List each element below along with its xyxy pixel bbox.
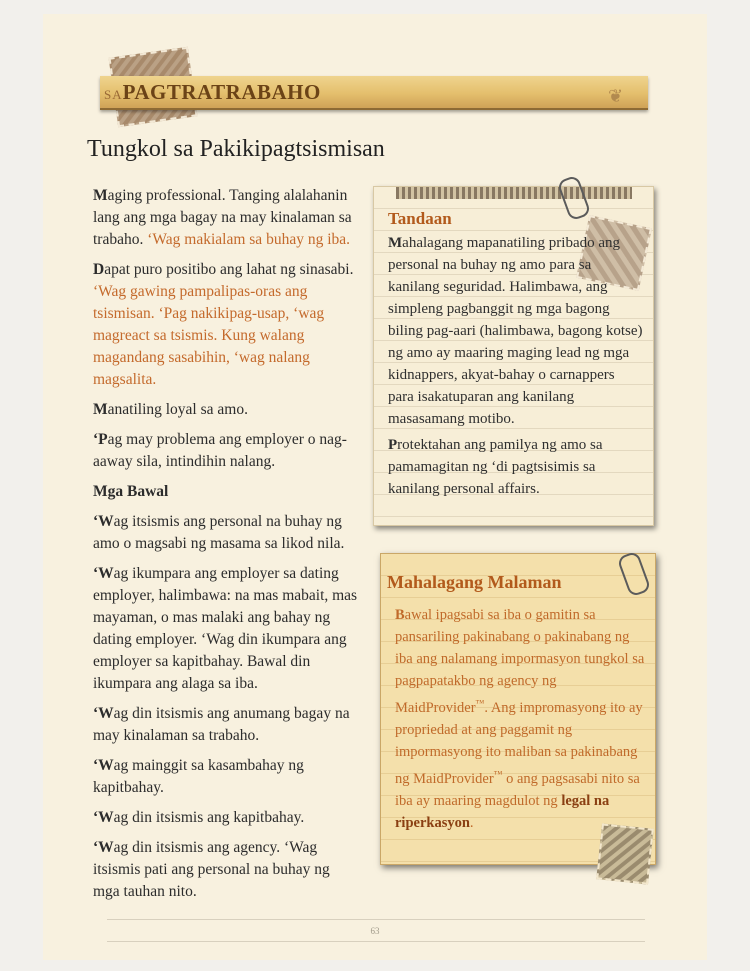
banner-title: PAGTRATRABAHO [122, 80, 321, 104]
malaman-body: Bawal ipagsabi sa iba o gamitin sa pansariling pakinabang o pakinabang ng iba ang nalamang impormasyon tungkol sa pagpapatakbo ng agency ng MaidProvider™. Ang impromasyong ito ay propriedad at ang paggamit ng impormasyong ito maliban sa pakinabang ng MaidProvider™ o ang pagsasabi nito sa iba ay maaring magdulot ng legal na riperkasyon. [395, 607, 645, 831]
list-item: ‘Wag mainggit sa kasambahay ng kapitbahay. [93, 757, 304, 796]
postage-stamp-decoration [596, 823, 654, 884]
paragraph: Mahalagang mapanatiling pribado ang personal na buhay ng amo para sa kanilang seguridad. Halimbawa, ang simpleng pagbanggit ng mga bagong biling pag-aari (halimbawa, bagong kotse) ng amo ay maaring maging lead ng mga kidnappers, akyat-bahay o carnappers para isakatuparan ang kanilang masasamang motibo. [388, 235, 643, 427]
page-title: Tungkol sa Pakikipagtsismisan [87, 136, 385, 162]
banner-prefix: SA [104, 87, 123, 102]
tandaan-body [388, 232, 643, 504]
paragraph: Protektahan ang pamilya ng amo sa pamamagitan ng ‘di pagtsisimis sa kanilang personal affairs. [388, 437, 603, 497]
main-column [93, 185, 359, 911]
tandaan-note-card [373, 186, 654, 526]
decorative-strip [396, 187, 632, 199]
paragraph: Dapat puro positibo ang lahat ng sinasabi. ‘Wag gawing pampalipas-oras ang tsismisan. ‘Pag nakikipag-usap, ‘wag magreact sa tsismis. Kung walang magandang sasabihin, ‘wag nalang magsalita. [93, 261, 354, 388]
list-item: ‘Wag din itsismis ang agency. ‘Wag itsismis pati ang personal na buhay ng mga tauhan nito. [93, 839, 330, 900]
section-heading: Mga Bawal [93, 483, 169, 500]
footer-rule [107, 919, 645, 920]
list-item: ‘Wag ikumpara ang employer sa dating employer, halimbawa: na mas mabait, mas mayaman, o mas malaki ang bahay ng dating employer. ‘Wag din ikumpara ang employer sa kapitbahay. Bawal din ikumpara ang alaga sa iba. [93, 565, 358, 692]
malaman-heading: Mahalagang Malaman [387, 572, 562, 592]
list-item: ‘Wag itsismis ang personal na buhay ng amo o magsabi ng masama sa likod nila. [93, 513, 345, 552]
footer-rule [107, 941, 645, 942]
tandaan-heading: Tandaan [388, 209, 452, 228]
paragraph: Maging professional. Tanging alalahanin lang ang mga bagay na may kinalaman sa trabaho. ‘Wag makialam sa buhay ng iba. [93, 187, 352, 248]
flourish-icon: ❦ [608, 86, 624, 107]
section-banner-label [104, 80, 321, 105]
page-number: 63 [370, 926, 380, 936]
list-item: ‘Wag din itsismis ang anumang bagay na may kinalaman sa trabaho. [93, 705, 350, 744]
malaman-note-card [380, 553, 656, 865]
paragraph: Manatiling loyal sa amo. [93, 401, 248, 418]
paragraph: ‘Pag may problema ang employer o nag-aaway sila, intindihin nalang. [93, 431, 347, 470]
list-item: ‘Wag din itsismis ang kapitbahay. [93, 809, 305, 826]
